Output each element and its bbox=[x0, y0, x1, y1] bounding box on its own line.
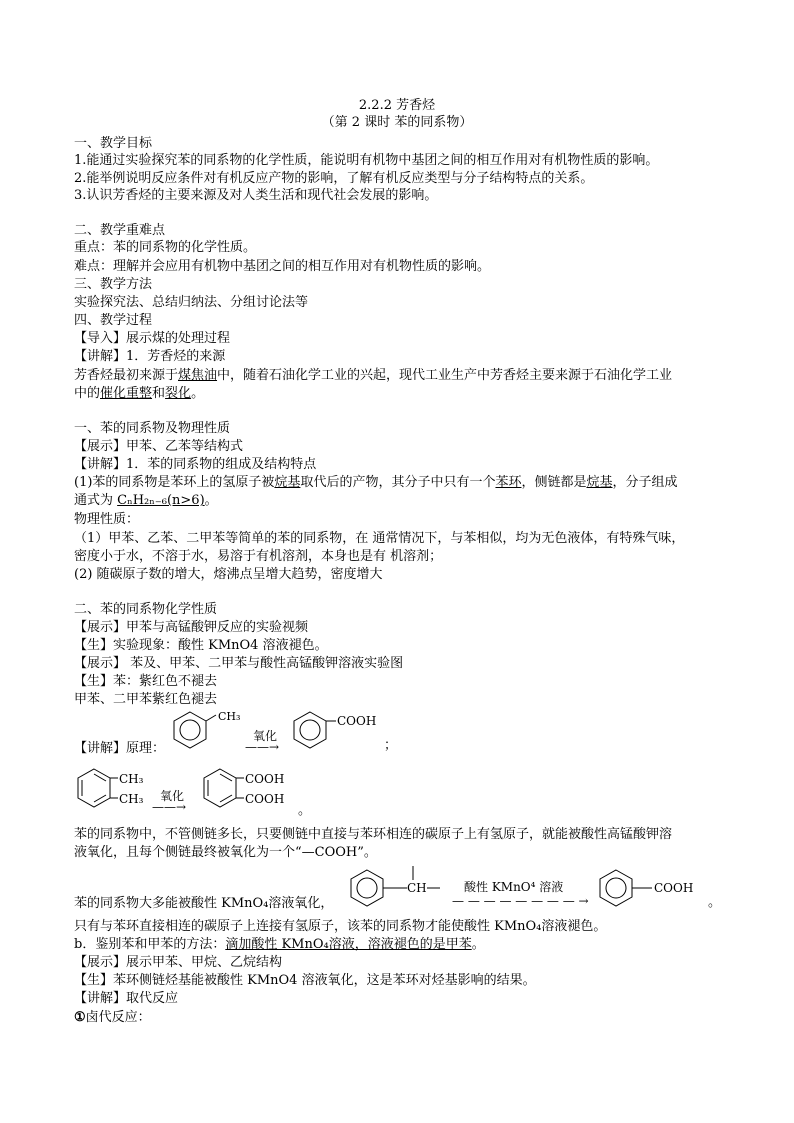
intro-line: 【导入】展示煤的处理过程 bbox=[74, 331, 231, 346]
hard-point: 难点：理解并会应用有机物中基团之间的相互作用对有机物性质的影响。 bbox=[74, 259, 491, 274]
physical-1: （1）甲苯、乙苯、二甲苯等简单的苯的同系物，在 通常情况下，与苯相似，均为无色液体，有特殊气味， bbox=[74, 531, 685, 546]
section1-lecture: 【讲解】1．苯的同系物的组成及结构特点 bbox=[74, 457, 317, 472]
semicolon-mark bbox=[384, 736, 396, 752]
section2-show2: 【展示】 苯及、甲苯、二甲苯与酸性高锰酸钾溶液实验图 bbox=[74, 656, 404, 671]
objectives-heading: 一、教学目标 bbox=[74, 136, 153, 151]
product-cooh-label: COOH bbox=[654, 881, 694, 895]
phthalic-cooh-label-top: COOH bbox=[245, 772, 285, 786]
methods-text: 实验探究法、总结归纳法、分组讨论法等 bbox=[74, 295, 309, 310]
benzoic-cooh-label: COOH bbox=[337, 714, 377, 728]
reaction3-period: 。 bbox=[708, 895, 722, 910]
difficulty-heading: 二、教学重难点 bbox=[74, 223, 166, 238]
formula-line: 通式为 CₙH₂ₙ₋₆(n>6)。 bbox=[74, 493, 218, 508]
page-subtitle: （第 2 课时 苯的同系物） bbox=[321, 115, 473, 130]
phthalic-cooh-label-bottom: COOH bbox=[245, 792, 285, 806]
halogen-line: ①卤代反应： bbox=[74, 1010, 151, 1025]
xylene-structure bbox=[72, 766, 162, 814]
oxidize-arrow-1 bbox=[245, 728, 293, 754]
section2-student3: 【生】苯环侧链烃基能被酸性 KMnO4 溶液氧化，这是苯环对烃基影响的结果。 bbox=[74, 973, 536, 988]
section2-show1: 【展示】甲苯与高锰酸钾反应的实验视频 bbox=[74, 620, 309, 635]
rule-3: 只有与苯环直接相连的碳原子上连接有氢原子，该苯的同系物才能使酸性 KMnO₄溶液褪色。 bbox=[74, 919, 607, 934]
page-title: 2.2.2 芳香烃 bbox=[358, 98, 436, 113]
objective-item-1: 1.能通过实验探究苯的同系物的化学性质，能说明有机物中基团之间的相互作用对有机物性质的影响。 bbox=[74, 153, 659, 168]
source-line-1: 芳香烃最初来源于煤焦油中，随着石油化学工业的兴起，现代工业生产中芳香烃主要来源于石油化学工业 bbox=[74, 368, 673, 383]
key-point: 重点：苯的同系物的化学性质。 bbox=[74, 240, 257, 255]
ch-group-label: CH bbox=[407, 881, 427, 895]
oxidize-label-2: 氧化 bbox=[160, 789, 185, 803]
acid-kmno4-label: 酸性 KMnO⁴ 溶液 bbox=[464, 880, 564, 894]
benzoic-acid-product bbox=[596, 866, 720, 912]
methods-heading: 三、教学方法 bbox=[74, 277, 153, 292]
reaction2-period: 。 bbox=[298, 803, 312, 818]
rule-1b: 液氧化，且每个侧链最终被氧化为一个“—COOH”。 bbox=[74, 845, 377, 860]
oxidize-arrow-glyph-2: ——→ bbox=[152, 800, 187, 814]
section2-student2b: 甲苯、二甲苯紫红色褪去 bbox=[74, 692, 218, 707]
identify-line: b．鉴别苯和甲苯的方法：滴加酸性 KMnO₄溶液，溶液褪色的是甲苯。 bbox=[74, 937, 485, 952]
process-heading: 四、教学过程 bbox=[74, 313, 153, 328]
xylene-ch3-label-top: CH₃ bbox=[119, 772, 144, 786]
section1-show: 【展示】甲苯、乙苯等结构式 bbox=[74, 439, 244, 454]
section1-heading: 一、苯的同系物及物理性质 bbox=[74, 421, 231, 436]
oxidize-label-1: 氧化 bbox=[253, 729, 278, 743]
rule-1: 苯的同系物中，不管侧链多长，只要侧链中直接与苯环相连的碳原子上有氢原子，就能被酸性高锰酸钾溶 bbox=[74, 827, 673, 842]
phthalic-acid-structure bbox=[198, 766, 312, 818]
section2-heading: 二、苯的同系物化学性质 bbox=[74, 602, 218, 617]
toluene-structure bbox=[170, 708, 250, 754]
physical-2: (2) 随碳原子数的增大，熔沸点呈增大趋势，密度增大 bbox=[74, 567, 383, 582]
acid-kmno4-arrow bbox=[452, 878, 592, 908]
source-line-2: 中的催化重整和裂化。 bbox=[74, 386, 205, 401]
section2-show3: 【展示】展示甲苯、甲烷、乙烷结构 bbox=[74, 955, 283, 970]
oxidize-arrow-2 bbox=[152, 788, 200, 814]
objective-item-2: 2.能举例说明反应条件对有机反应产物的影响，了解有机反应类型与分子结构特点的关系。 bbox=[74, 171, 594, 186]
section2-lecture2: 【讲解】取代反应 bbox=[74, 991, 179, 1006]
lecture-source-heading: 【讲解】1．芳香烃的来源 bbox=[74, 349, 226, 364]
section2-student2: 【生】苯：紫红色不褪去 bbox=[74, 674, 218, 689]
oxidize-arrow-glyph-1: ——→ bbox=[245, 740, 280, 754]
objective-item-3: 3.认识芳香烃的主要来源及对人类生活和现代社会发展的影响。 bbox=[74, 188, 438, 203]
xylene-ch3-label-bottom: CH₃ bbox=[119, 792, 144, 806]
physical-1b: 密度小于水，不溶于水，易溶于有机溶剂，本身也是有 机溶剂； bbox=[74, 549, 443, 564]
alkylbenzene-structure bbox=[345, 860, 465, 912]
svg-text:；: ； bbox=[384, 738, 398, 753]
physical-heading: 物理性质： bbox=[74, 512, 140, 527]
definition-line: (1)苯的同系物是苯环上的氢原子被烷基取代后的产物，其分子中只有一个苯环，侧链都是烷基，分子组成 bbox=[74, 475, 678, 490]
toluene-ch3-label: CH₃ bbox=[218, 710, 241, 723]
benzoic-acid-structure bbox=[290, 708, 390, 754]
rule-2: 苯的同系物大多能被酸性 KMnO₄溶液氧化， bbox=[74, 896, 334, 911]
acid-kmno4-arrow-glyph: — — — — — — — — → bbox=[452, 894, 589, 908]
section2-student1: 【生】实验现象：酸性 KMnO4 溶液褪色。 bbox=[74, 638, 328, 653]
principle-label: 【讲解】原理： bbox=[74, 741, 166, 756]
